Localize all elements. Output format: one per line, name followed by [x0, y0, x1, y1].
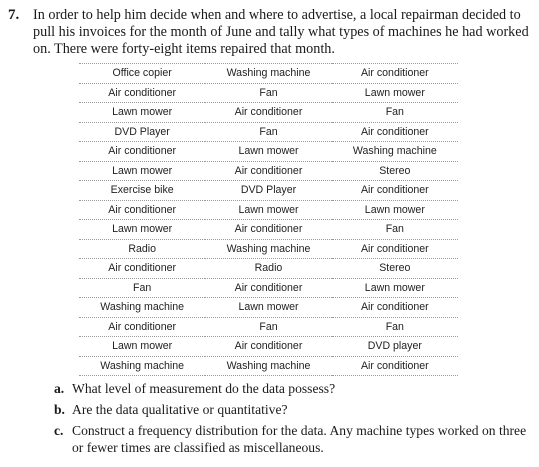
problem-intro-text: In order to help him decide when and where to advertise, a local repairman decided to pull his invoices for the month of June and tally what types of machines he had worked on. There were forty-eight items repaired that month.: [33, 7, 529, 57]
table-cell: Washing machine: [332, 142, 458, 162]
table-cell: Air conditioner: [332, 122, 458, 142]
table-cell: Fan: [205, 83, 331, 103]
table-cell: Lawn mower: [332, 278, 458, 298]
table-row: [79, 298, 458, 318]
table-cell: Radio: [79, 239, 205, 259]
table-row: [79, 220, 458, 240]
invoice-table-body: [79, 64, 458, 376]
question-text: Construct a frequency distribution for the data. Any machine types worked on three or fewer times are classified as miscellaneous.: [72, 423, 527, 455]
invoice-table-container: [79, 63, 458, 376]
table-cell: Lawn mower: [79, 161, 205, 181]
question-a: [54, 380, 534, 397]
table-cell: Air conditioner: [332, 298, 458, 318]
table-cell: Washing machine: [205, 356, 331, 376]
table-cell: Lawn mower: [332, 83, 458, 103]
table-cell: Air conditioner: [79, 200, 205, 220]
question-c: [54, 422, 534, 456]
table-row: [79, 259, 458, 279]
table-cell: Air conditioner: [79, 142, 205, 162]
table-row: [79, 83, 458, 103]
question-b: [54, 401, 534, 418]
question-letter: a.: [54, 381, 65, 396]
table-row: [79, 200, 458, 220]
table-cell: Fan: [332, 220, 458, 240]
table-cell: Air conditioner: [205, 278, 331, 298]
table-cell: Air conditioner: [79, 259, 205, 279]
problem-number: 7.: [8, 7, 20, 23]
table-cell: Washing machine: [79, 356, 205, 376]
table-cell: Fan: [79, 278, 205, 298]
table-cell: DVD player: [332, 337, 458, 357]
table-cell: Lawn mower: [79, 220, 205, 240]
table-cell: Fan: [205, 122, 331, 142]
table-cell: Stereo: [332, 161, 458, 181]
question-letter: c.: [54, 423, 64, 438]
table-cell: Washing machine: [79, 298, 205, 318]
table-row: [79, 64, 458, 84]
invoice-table: [79, 63, 458, 376]
table-cell: Air conditioner: [79, 83, 205, 103]
question-text: Are the data qualitative or quantitative?: [72, 402, 288, 417]
table-row: [79, 278, 458, 298]
table-cell: DVD Player: [79, 122, 205, 142]
table-cell: Air conditioner: [205, 220, 331, 240]
table-row: [79, 239, 458, 259]
table-cell: Washing machine: [205, 64, 331, 84]
table-row: [79, 161, 458, 181]
question-text: What level of measurement do the data possess?: [72, 381, 336, 396]
table-cell: Radio: [205, 259, 331, 279]
table-cell: Lawn mower: [79, 337, 205, 357]
table-cell: Air conditioner: [332, 64, 458, 84]
table-row: [79, 356, 458, 376]
table-cell: Air conditioner: [205, 161, 331, 181]
question-list: [54, 380, 534, 460]
table-row: [79, 181, 458, 201]
table-cell: Air conditioner: [332, 356, 458, 376]
table-cell: Lawn mower: [205, 298, 331, 318]
table-cell: Lawn mower: [205, 200, 331, 220]
table-cell: Air conditioner: [79, 317, 205, 337]
table-row: [79, 317, 458, 337]
table-cell: Fan: [332, 317, 458, 337]
table-cell: Lawn mower: [205, 142, 331, 162]
table-cell: Exercise bike: [79, 181, 205, 201]
table-cell: Fan: [332, 103, 458, 123]
table-cell: Washing machine: [205, 239, 331, 259]
table-cell: Lawn mower: [332, 200, 458, 220]
table-cell: Air conditioner: [205, 337, 331, 357]
table-cell: Air conditioner: [332, 239, 458, 259]
table-row: [79, 103, 458, 123]
table-cell: DVD Player: [205, 181, 331, 201]
question-letter: b.: [54, 402, 65, 417]
table-cell: Stereo: [332, 259, 458, 279]
table-cell: Lawn mower: [79, 103, 205, 123]
table-row: [79, 142, 458, 162]
table-cell: Fan: [205, 317, 331, 337]
table-cell: Air conditioner: [332, 181, 458, 201]
table-row: [79, 122, 458, 142]
table-row: [79, 337, 458, 357]
table-cell: Air conditioner: [205, 103, 331, 123]
table-cell: Office copier: [79, 64, 205, 84]
